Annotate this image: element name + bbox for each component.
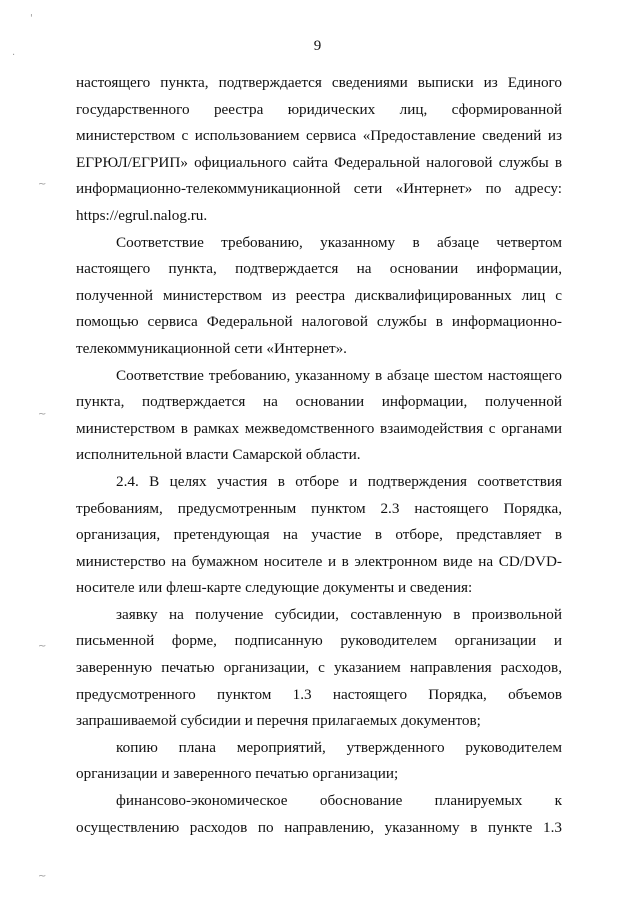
text-line: министерством в рамках межведомственного взаимодействия с органами [76,419,562,437]
text-line: организация, претендующая на участие в отборе, представляет в [76,526,562,544]
text-line: помощью сервиса Федеральной налоговой службы в информационно- [76,313,562,331]
text-line: пункта, подтверждается на основании информации, полученной [76,393,562,411]
text-line: носителе или флеш-карте следующие документы и сведения: [76,579,473,597]
paragraph-first-line: копию плана мероприятий, утвержденного руководителем [116,738,562,756]
scan-mark: ~ [38,179,47,190]
text-line: https://egrul.nalog.ru. [76,206,208,224]
scan-mark: ~ [38,409,47,420]
page-number: 9 [313,38,322,54]
text-line: предусмотренного пунктом 1.3 настоящего Порядка, объемов [76,685,562,703]
scan-mark: ~ [38,641,47,652]
text-line: министерство на бумажном носителе и в электронном виде на CD/DVD- [76,552,562,570]
document-body [76,70,562,841]
text-line: государственного реестра юридических лиц, сформированной [76,100,562,118]
scan-mark: ' [30,13,33,24]
paragraph-first-line: Соответствие требованию, указанному в абзаце четвертом [116,233,562,251]
scan-mark: . [12,47,16,58]
text-line: телекоммуникационной сети «Интернет». [76,339,347,357]
text-line: заверенную печатью организации, с указанием направления расходов, [76,659,562,677]
text-line: информационно-телекоммуникационной сети «Интернет» по адресу: [76,180,562,198]
scan-mark: ~ [38,871,47,882]
text-line: организации и заверенного печатью организации; [76,765,399,783]
text-line: полученной министерством из реестра дисквалифицированных лиц с [76,286,562,304]
paragraph-first-line: Соответствие требованию, указанному в абзаце шестом настоящего [116,366,562,384]
paragraph-first-line: заявку на получение субсидии, составленную в произвольной [116,605,562,623]
text-line: запрашиваемой субсидии и перечня прилагаемых документов; [76,712,481,730]
text-line: осуществлению расходов по направлению, указанному в пункте 1.3 [76,818,562,836]
paragraph-first-line: 2.4. В целях участия в отборе и подтверждения соответствия [116,472,562,490]
paragraph-first-line: финансово-экономическое обоснование планируемых к [116,792,562,810]
text-line: министерством с использованием сервиса «Предоставление сведений из [76,127,562,145]
text-line: исполнительной власти Самарской области. [76,446,361,464]
text-line: ЕГРЮЛ/ЕГРИП» официального сайта Федеральной налоговой службы в [76,153,562,171]
text-line: настоящего пункта, подтверждается на основании информации, [76,260,562,278]
text-line: письменной форме, подписанную руководителем организации и [76,632,562,650]
text-line: требованиям, предусмотренным пунктом 2.3 настоящего Порядка, [76,499,562,517]
text-line: настоящего пункта, подтверждается сведениями выписки из Единого [76,74,562,91]
